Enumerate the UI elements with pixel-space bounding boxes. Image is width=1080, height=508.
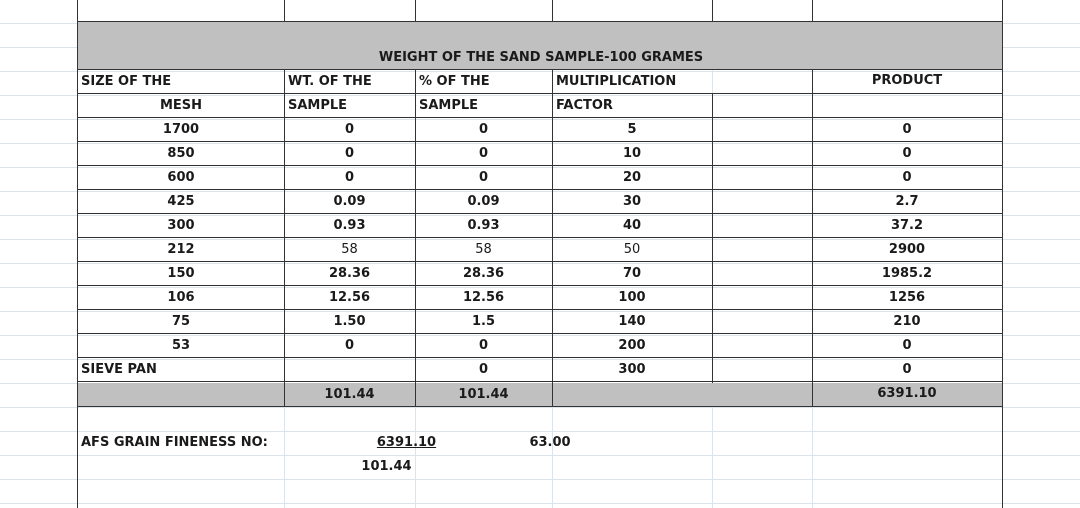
header-size-line1: SIZE OF THE [81, 74, 172, 89]
cell-percent: 0 [478, 362, 489, 377]
header-weight-line2: SAMPLE [288, 98, 348, 113]
table-border [77, 117, 1003, 118]
table-border [77, 213, 1003, 214]
cell-product: 2.7 [895, 194, 919, 209]
header-size-line2: MESH [159, 98, 203, 113]
table-border [812, 0, 813, 21]
cell-factor: 30 [622, 194, 642, 209]
cell-weight: 0 [344, 170, 355, 185]
cell-weight: 28.36 [328, 266, 371, 281]
cell-product: 0 [902, 338, 912, 353]
header-factor-line1: MULTIPLICATION [556, 74, 677, 89]
cell-product: 1985.2 [881, 266, 933, 281]
cell-percent: 28.36 [462, 266, 505, 281]
header-product: PRODUCT [871, 73, 943, 88]
cell-percent: 0 [478, 338, 489, 353]
cell-percent: 0.09 [467, 194, 500, 209]
cell-mesh: 300 [167, 218, 195, 233]
cell-percent: 12.56 [462, 290, 505, 305]
table-border [77, 189, 1003, 190]
cell-weight: 12.56 [328, 290, 371, 305]
table-border [77, 261, 1003, 262]
cell-mesh: 425 [167, 194, 195, 209]
cell-product: 37.2 [890, 218, 924, 233]
cell-weight: 0 [344, 122, 355, 137]
table-border [712, 93, 713, 383]
cell-mesh: 600 [167, 170, 195, 185]
header-factor-line2: FACTOR [556, 98, 613, 113]
table-border [712, 0, 713, 21]
cell-factor: 5 [627, 122, 637, 137]
cell-percent: 0 [478, 146, 489, 161]
afs-label: AFS GRAIN FINENESS NO: [81, 435, 268, 450]
cell-mesh: 150 [167, 266, 195, 281]
cell-factor: 50 [623, 242, 641, 257]
cell-mesh: 53 [171, 338, 191, 353]
cell-weight [284, 359, 415, 381]
table-border [1002, 0, 1003, 508]
table-border [77, 381, 1003, 382]
cell-factor: 140 [618, 314, 646, 329]
afs-result: 63.00 [529, 435, 571, 450]
cell-percent: 1.5 [471, 314, 496, 329]
cell-product: 210 [893, 314, 921, 329]
cell-factor: 10 [622, 146, 642, 161]
cell-mesh: 106 [167, 290, 195, 305]
cell-factor: 100 [618, 290, 646, 305]
table-border [77, 406, 1003, 407]
cell-factor: 40 [622, 218, 642, 233]
cell-product: 1256 [888, 290, 926, 305]
table-border [77, 21, 1003, 22]
cell-factor: 70 [622, 266, 642, 281]
cell-mesh: 850 [167, 146, 195, 161]
table-border [77, 309, 1003, 310]
table-border [77, 93, 1003, 94]
header-percent-line2: SAMPLE [419, 98, 479, 113]
cell-mesh: 75 [171, 314, 191, 329]
cell-mesh: 1700 [162, 122, 200, 137]
table-border [77, 237, 1003, 238]
cell-mesh: 212 [167, 242, 195, 257]
table-border [77, 285, 1003, 286]
table-border [77, 141, 1003, 142]
cell-weight: 1.50 [333, 314, 366, 329]
cell-weight: 0 [344, 146, 355, 161]
cell-product: 2900 [888, 242, 926, 257]
cell-weight: 0.09 [333, 194, 366, 209]
total-weight: 101.44 [324, 387, 375, 402]
cell-factor: 20 [622, 170, 642, 185]
cell-product: 0 [902, 122, 912, 137]
cell-percent: 0 [478, 170, 489, 185]
cell-mesh: SIEVE PAN [81, 362, 157, 377]
afs-numerator: 6391.10 [376, 435, 437, 450]
table-border [77, 333, 1003, 334]
cell-weight: 0 [344, 338, 355, 353]
cell-product: 0 [902, 170, 912, 185]
table-border [77, 357, 1003, 358]
header-weight-line1: WT. OF THE [288, 74, 372, 89]
table-border [284, 0, 285, 21]
total-percent: 101.44 [458, 387, 509, 402]
table-border [552, 0, 553, 21]
cell-product: 0 [902, 146, 912, 161]
cell-factor: 300 [618, 362, 646, 377]
table-border [77, 165, 1003, 166]
cell-weight: 0.93 [333, 218, 366, 233]
cell-percent: 0 [478, 122, 489, 137]
cell-factor: 200 [618, 338, 646, 353]
cell-weight: 58 [341, 242, 358, 257]
afs-denominator: 101.44 [361, 459, 412, 474]
table-border [415, 0, 416, 21]
header-percent-line1: % OF THE [419, 74, 490, 89]
cell-percent: 58 [475, 242, 492, 257]
cell-product: 0 [902, 362, 912, 377]
total-product: 6391.10 [877, 386, 937, 401]
cell-percent: 0.93 [467, 218, 500, 233]
sheet-title: WEIGHT OF THE SAND SAMPLE-100 GRAMES [378, 50, 704, 65]
